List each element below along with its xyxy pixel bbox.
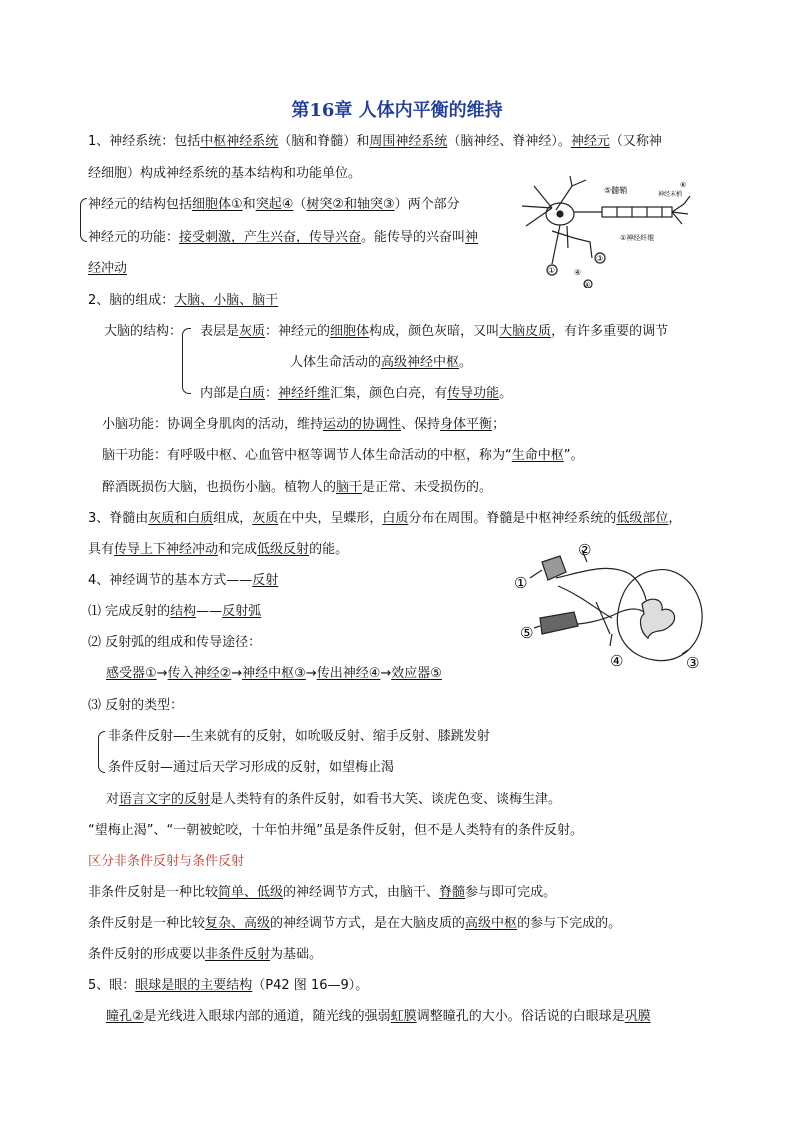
gray-matter (641, 599, 675, 638)
term: 白质 (239, 386, 266, 401)
text: 。 (499, 386, 513, 401)
text: ⑴ 完成反射的 (88, 604, 171, 619)
text: 5、眼： (88, 978, 136, 993)
term: 结构 (170, 604, 197, 619)
arrow: → (305, 666, 317, 681)
path-step: 传出神经④ (316, 666, 381, 681)
term: 神 (465, 230, 479, 245)
term: 细胞体① (192, 197, 243, 212)
term-pns: 周围神经系统 (369, 134, 448, 149)
text: 。 (459, 355, 473, 370)
afferent-nerve (556, 568, 646, 600)
text: 非条件反射是一种比较 (88, 885, 219, 900)
label-1: ① (548, 266, 556, 275)
term: 反射弧 (222, 604, 262, 619)
text: ，有许多重要的调节 (551, 324, 669, 339)
text: 为基础。 (270, 947, 323, 962)
text: 内部是 (200, 386, 240, 401)
label-nerve-fiber: ①神经纤维 (620, 234, 655, 242)
text: 的能。 (309, 542, 349, 557)
text: 是人类特有的条件反射，如看书大笑、谈虎色变、谈梅生津。 (210, 792, 562, 807)
text: 的参与下完成的。 (517, 916, 622, 931)
text: 参与即可完成。 (465, 885, 557, 900)
term: 突起④ (255, 197, 294, 212)
text: ， (668, 511, 682, 526)
s4-item1 (88, 603, 261, 621)
term-cns: 中枢神经系统 (200, 134, 279, 149)
arrow: → (156, 666, 168, 681)
effector-muscle (540, 612, 578, 634)
text: 组成， (213, 511, 253, 526)
label-2: ② (578, 542, 592, 559)
text: 1、神经系统：包括 (88, 134, 201, 149)
text: 在中央，呈蝶形， (278, 511, 383, 526)
white-matter (200, 385, 512, 403)
s1-line1 (88, 133, 662, 151)
brace (98, 731, 105, 773)
term: 大脑、小脑、脑干 (174, 293, 279, 308)
arrow: → (380, 666, 392, 681)
quote-note: “望梅止渴”、“一朝被蛇咬，十年怕井绳”虽是条件反射，但不是人类特有的条件反射。 (88, 823, 583, 838)
term: 树突②和轴突③ (306, 197, 395, 212)
s4-item3: ⑶ 反射的类型： (88, 698, 184, 713)
label-4: ④ (610, 652, 624, 670)
term: 身体平衡 (440, 417, 493, 432)
term: 运动的协调性 (323, 417, 402, 432)
text: （ (293, 197, 307, 212)
term: 语言文字的反射 (119, 792, 211, 807)
text: 脑干功能：有呼吸中枢、心血管中枢等调节人体生命活动的中枢，称为“ (102, 448, 512, 463)
text: （脑神经、脊神经）。 (447, 134, 571, 149)
conditioned-reflex: 条件反射—通过后天学习形成的反射，如望梅止渴 (108, 760, 395, 775)
term: 大脑皮质 (499, 324, 552, 339)
term: 生命中枢 (511, 448, 564, 463)
text: ：神经元的 (265, 324, 331, 339)
text: 是光线进入眼球内部的通道，随光线的强弱 (143, 1009, 391, 1024)
gray-matter (200, 323, 668, 341)
term: 接受刺激，产生兴奋，传导兴奋 (179, 230, 362, 245)
term: 瞳孔② (106, 1009, 144, 1024)
text: 3、脊髓由 (88, 511, 149, 526)
reflex-path (106, 665, 442, 683)
text: 人体生命活动的 (290, 355, 382, 370)
term: 白质 (382, 511, 409, 526)
text: 神经元的结构包括 (88, 197, 193, 212)
term: 脑干 (336, 480, 363, 495)
unconditioned-reflex: 非条件反射—-生来就有的反射，如吮吸反射、缩手反射、膝跳发射 (108, 729, 490, 744)
term: 虹膜 (390, 1009, 417, 1024)
label-1: ① (514, 574, 528, 592)
text: 的神经调节方式，由脑干、 (283, 885, 440, 900)
neuron-function-cont (88, 260, 127, 278)
path-step: 感受器① (106, 666, 157, 681)
cerebrum-label: 大脑的结构： (104, 324, 183, 339)
text: 构成，颜色灰暗，又叫 (369, 324, 500, 339)
label-4b: ④ (574, 268, 582, 277)
term: 传导上下神经冲动 (114, 542, 219, 557)
text: 醉酒既损伤大脑，也损伤小脑。植物人的 (102, 480, 337, 495)
text: 2、脑的组成： (88, 293, 175, 308)
term: 经冲动 (88, 261, 128, 276)
text: 。能传导的兴奋叫 (361, 230, 466, 245)
text: 的神经调节方式，是在大脑皮质的 (270, 916, 466, 931)
term: 低级部位 (616, 511, 669, 526)
text: 汇集，颜色白亮，有 (330, 386, 448, 401)
section-heading-distinguish: 区分非条件反射与条件反射 (88, 854, 245, 869)
term-neuron: 神经元 (570, 134, 610, 149)
brace (80, 198, 87, 242)
arrow: → (231, 666, 243, 681)
term: 低级反射 (257, 542, 310, 557)
text: 神经元的功能： (88, 230, 180, 245)
s4-head (88, 572, 278, 590)
pupil-desc (106, 1008, 651, 1026)
term: 反射 (252, 573, 279, 588)
text: 表层是 (200, 324, 240, 339)
term: 简单、低级 (218, 885, 284, 900)
s4-item2: ⑵ 反射弧的组成和传导途径： (88, 635, 262, 650)
text: ”。 (563, 448, 584, 463)
text: ）两个部分 (394, 197, 460, 212)
s1-line2: 经细胞）构成神经系统的基本结构和功能单位。 (88, 166, 362, 181)
brace (182, 328, 191, 394)
text: 和完成 (218, 542, 258, 557)
drunk-note (102, 479, 492, 497)
path-step: 传入神经② (167, 666, 232, 681)
nerve-ending (672, 196, 690, 224)
text: 4、神经调节的基本方式—— (88, 573, 253, 588)
page-title: 第16章 人体内平衡的维持 (291, 100, 503, 121)
cerebellum (102, 416, 505, 434)
text: 是正常、未受损伤的。 (362, 480, 493, 495)
term: 传导功能 (447, 386, 500, 401)
text: —— (196, 604, 223, 619)
text: （脑和脊髓）和 (278, 134, 370, 149)
text: （又称神 (609, 134, 662, 149)
neuron-function (88, 229, 478, 247)
conditioned-basis (88, 946, 322, 964)
path-step: 神经中枢③ (242, 666, 306, 681)
brainstem (102, 447, 584, 465)
dendrite (522, 176, 586, 226)
term: 高级中枢 (465, 916, 518, 931)
text: 调整瞳孔的大小。俗话说的白眼球是 (416, 1009, 625, 1024)
s5-head (88, 977, 368, 995)
text: ； (492, 417, 506, 432)
unconditioned-desc (88, 884, 556, 902)
label-6: ⑥ (680, 181, 687, 189)
text: （P42 图 16—9）。 (252, 978, 369, 993)
label-4: ④ (584, 281, 591, 288)
label-myelin: ⑤髓鞘 (604, 186, 628, 195)
label-nerve-ending: 神经末梢 (658, 191, 683, 198)
s3-line1 (88, 510, 681, 528)
s3-line2 (88, 541, 348, 559)
reflex-arc-diagram (512, 542, 712, 670)
text: 和 (242, 197, 256, 212)
text: 小脑功能：协调全身肌肉的活动，维持 (102, 417, 324, 432)
term: 灰质 (252, 511, 279, 526)
term: 眼球是眼的主要结构 (135, 978, 253, 993)
term: 复杂、高级 (205, 916, 271, 931)
label-5: ⑤ (520, 624, 534, 642)
text: 条件反射是一种比较 (88, 916, 206, 931)
term: 非条件反射 (205, 947, 271, 962)
text: 对 (106, 792, 120, 807)
label-3: ③ (596, 254, 604, 263)
text: 具有 (88, 542, 115, 557)
label-3: ③ (686, 654, 700, 670)
text: ： (265, 386, 279, 401)
text: 分布在周围。脊髓是中枢神经系统的 (408, 511, 617, 526)
term: 巩膜 (624, 1009, 651, 1024)
conditioned-desc (88, 915, 621, 933)
text: 条件反射的形成要以 (88, 947, 206, 962)
term: 灰质和白质 (148, 511, 214, 526)
term: 高级神经中枢 (381, 355, 460, 370)
neuron-diagram (512, 176, 698, 288)
gray-matter-cont (290, 354, 472, 372)
term: 细胞体 (330, 324, 370, 339)
term: 灰质 (239, 324, 266, 339)
text: 、保持 (401, 417, 441, 432)
path-step: 效应器⑤ (391, 666, 442, 681)
s2-head (88, 292, 278, 310)
term: 神经纤维 (278, 386, 331, 401)
term: 脊髓 (439, 885, 466, 900)
language-reflex (106, 791, 561, 809)
neuron-structure (88, 196, 460, 214)
